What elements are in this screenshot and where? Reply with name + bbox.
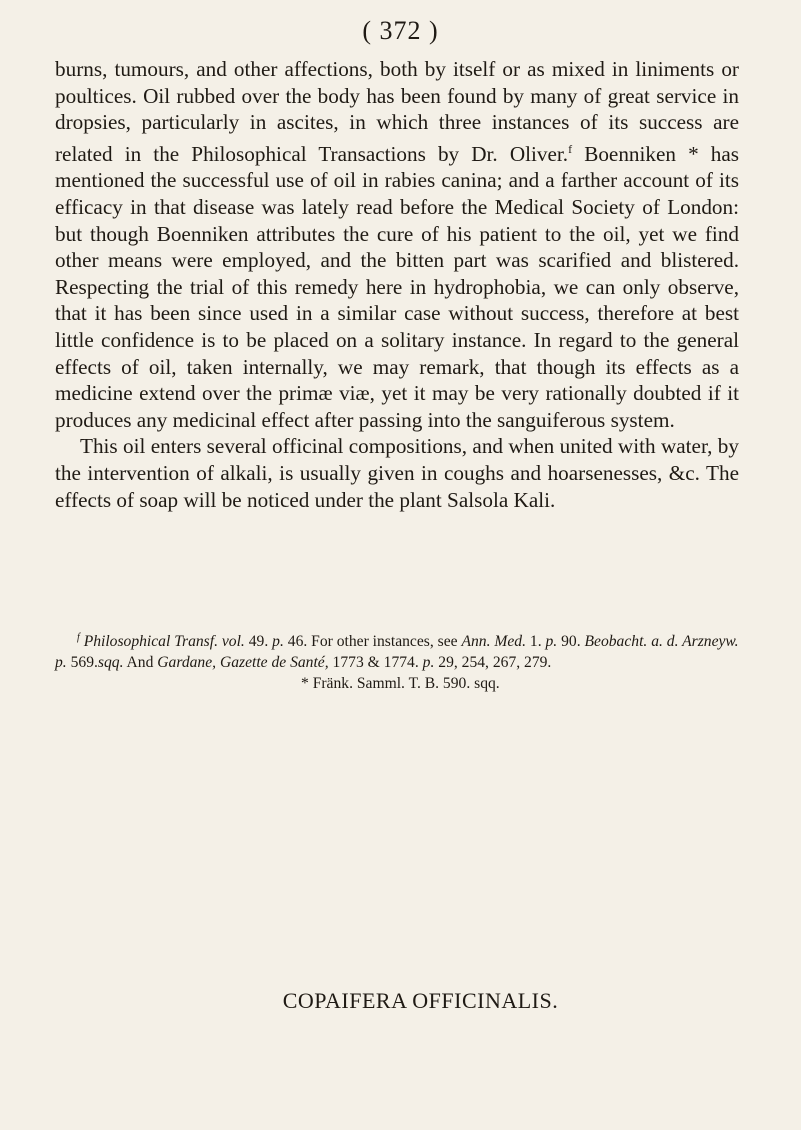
paragraph-1-part-b: Boenniken * has mentioned the successful use of oil in rabies canina; and a farther account of its efficacy in that disease was lately read before the Medical Society of London: but though Boenniken attributes the cure of his patient to the oil, yet we find other means were employed, and the bitten part was scarified and blistered. Respecting the trial of this remedy here in hydrophobia, we can only observe, that it has been since used in a similar case without success, therefore at best little confidence is to be placed on a solitary instance. In regard to the general effects of oil, taken internally, we may remark, that though its effects as a medicine extend over the primæ viæ, yet it may be very rationally doubted if it produces any medicinal effect after passing into the sanguiferous system. (55, 141, 740, 432)
footnote-1-source: Philosophical Transf. vol. (83, 633, 245, 651)
footnote-1-p-label-3: p. (422, 654, 435, 672)
footnote-1-text: For other instances, see (311, 633, 458, 651)
footnote-1-sqq: sqq. (97, 654, 124, 672)
footnote-marker-f: f (568, 141, 573, 156)
footnote-1-and: And (126, 654, 154, 672)
paragraph-2: This oil enters several officinal compositions, and when united with water, by the intervention of alkali, is usually given in coughs and hoarsenesses, &c. The effects of soap will be noticed under the plant Salsola Kali. (55, 434, 739, 512)
page-number: ( 372 ) (362, 16, 439, 45)
footnote-1-page-2: 90. (561, 633, 581, 651)
footnote-1-pages-3: 29, 254, 267, 279. (438, 654, 552, 672)
footnote-1-p-label: p. (272, 633, 284, 651)
footnote-1-page: 46. (287, 633, 308, 651)
next-section-heading: COPAIFERA OFFICINALIS. (282, 988, 559, 1013)
footnote-1-beob-page: 569. (70, 654, 98, 672)
footnote-1 (55, 627, 739, 673)
footnote-1-ann: Ann. Med. (461, 633, 526, 651)
footnote-1-gardane: Gardane, Gazette de Santé, (157, 654, 329, 672)
paragraph-1-part-a: burns, tumours, and other affections, both by itself or as mixed in liniments or poultices. Oil rubbed over the body has been found by many of great service in dropsies, particularly in ascites, in which three instances of its success are related in the Philosophical Transactions by Dr. Oliver. (55, 57, 739, 166)
footnote-1-p-label-2: p. (545, 633, 558, 651)
footnote-1-volume: 49. (248, 633, 269, 651)
footnote-1-ann-vol: 1. (529, 633, 542, 651)
footnote-1-years: 1773 & 1774. (332, 654, 419, 672)
main-text (55, 56, 739, 513)
footnote-1-marker: f (77, 632, 80, 643)
footnote-1-beob: Beobacht. a. d. Arzneyw. p. (55, 633, 739, 672)
footnote-2: * Fränk. Samml. T. B. 590. sqq. (301, 675, 500, 693)
footnotes (55, 627, 739, 694)
paragraph-1 (55, 56, 739, 433)
